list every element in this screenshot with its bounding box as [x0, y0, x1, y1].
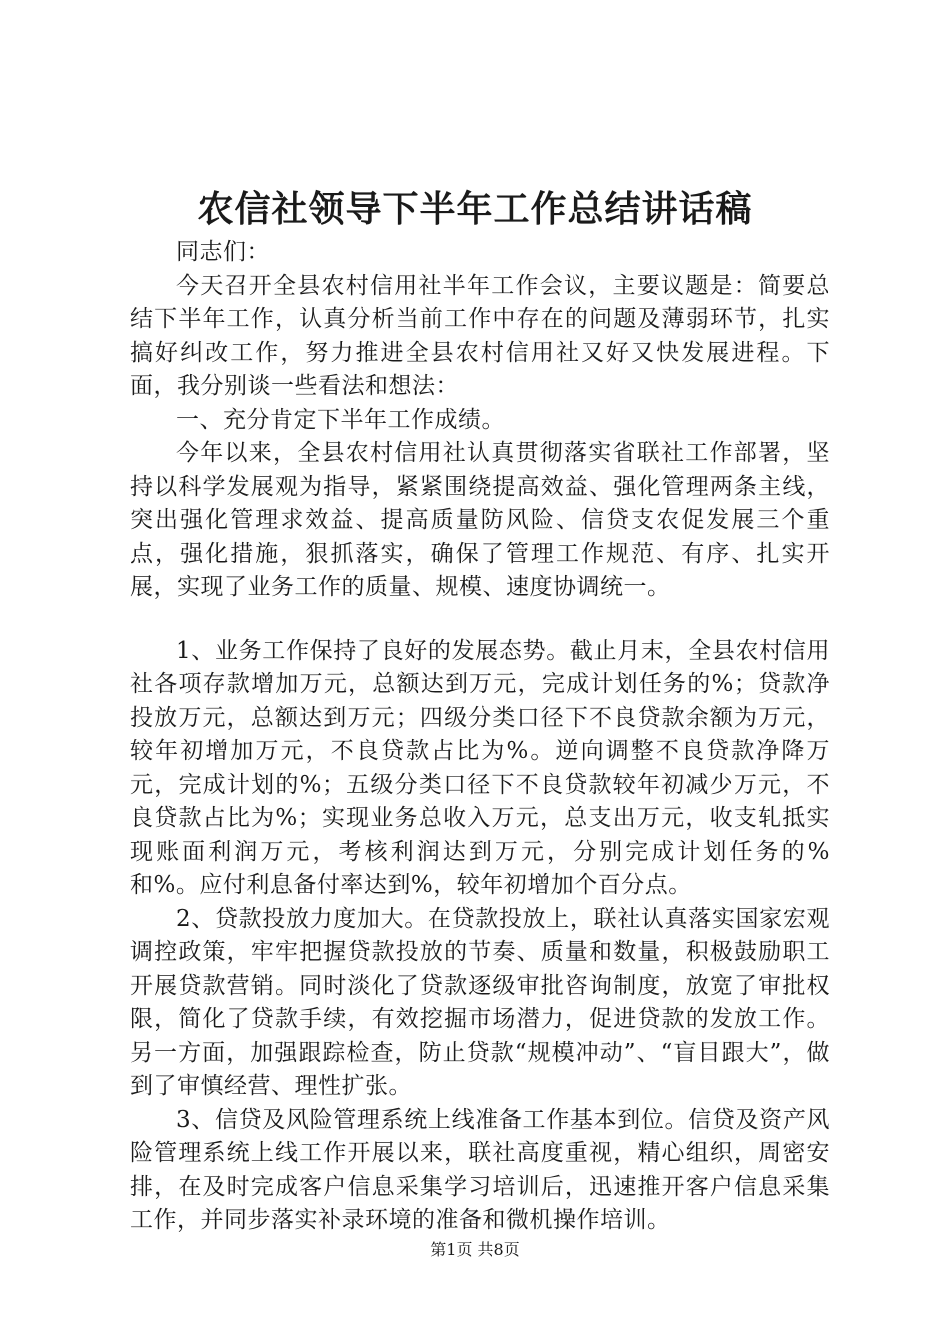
paragraph-item-1: 1、业务工作保持了良好的发展态势。截止月末，全县农村信用社各项存款增加万元，总额达到万元，完成计划任务的%；贷款净投放万元，总额达到万元；四级分类口径下不良贷款余额为万元，较年初增加万元，不良贷款占比为%。逆向调整不良贷款净降万元，完成计划的%；五级分类口径下不良贷款较年初减少万元，不良贷款占比为%；实现业务总收入万元，总支出万元，收支轧抵实现账面利润万元，考核利润达到万元，分别完成计划任务的%和%。应付利息备付率达到%，较年初增加个百分点。 — [130, 637, 830, 898]
paragraph-item-2: 2、贷款投放力度加大。在贷款投放上，联社认真落实国家宏观调控政策，牢牢把握贷款投放的节奏、质量和数量，积极鼓励职工开展贷款营销。同时淡化了贷款逐级审批咨询制度，放宽了审批权限，简化了贷款手续，有效挖掘市场潜力，促进贷款的发放工作。另一方面，加强跟踪检查，防止贷款“规模冲动”、“盲目跟大”，做到了审慎经营、理性扩张。 — [130, 905, 830, 1099]
page-number-footer: 第1页 共8页 — [430, 1240, 520, 1259]
paragraph-intro: 今天召开全县农村信用社半年工作会议，主要议题是：简要总结下半年工作，认真分析当前工作中存在的问题及薄弱环节，扎实搞好纠改工作，努力推进全县农村信用社又好又快发展进程。下面，我分别谈一些看法和想法： — [130, 272, 830, 399]
paragraph-item-3: 3、信贷及风险管理系统上线准备工作基本到位。信贷及资产风险管理系统上线工作开展以来，联社高度重视，精心组织，周密安排，在及时完成客户信息采集学习培训后，迅速推开客户信息采集工作，并同步落实补录环境的准备和微机操作培训。 — [130, 1106, 830, 1233]
salutation: 同志们： — [176, 239, 270, 265]
document-title: 农信社领导下半年工作总结讲话稿 — [197, 188, 753, 230]
paragraph-overview: 今年以来，全县农村信用社认真贯彻落实省联社工作部署，坚持以科学发展观为指导，紧紧围绕提高效益、强化管理两条主线，突出强化管理求效益、提高质量防风险、信贷支农促发展三个重点，强化措施，狠抓落实，确保了管理工作规范、有序、扎实开展，实现了业务工作的质量、规模、速度协调统一。 — [130, 440, 830, 600]
document-body — [130, 236, 830, 1238]
section-heading-1: 一、充分肯定下半年工作成绩。 — [176, 406, 505, 433]
